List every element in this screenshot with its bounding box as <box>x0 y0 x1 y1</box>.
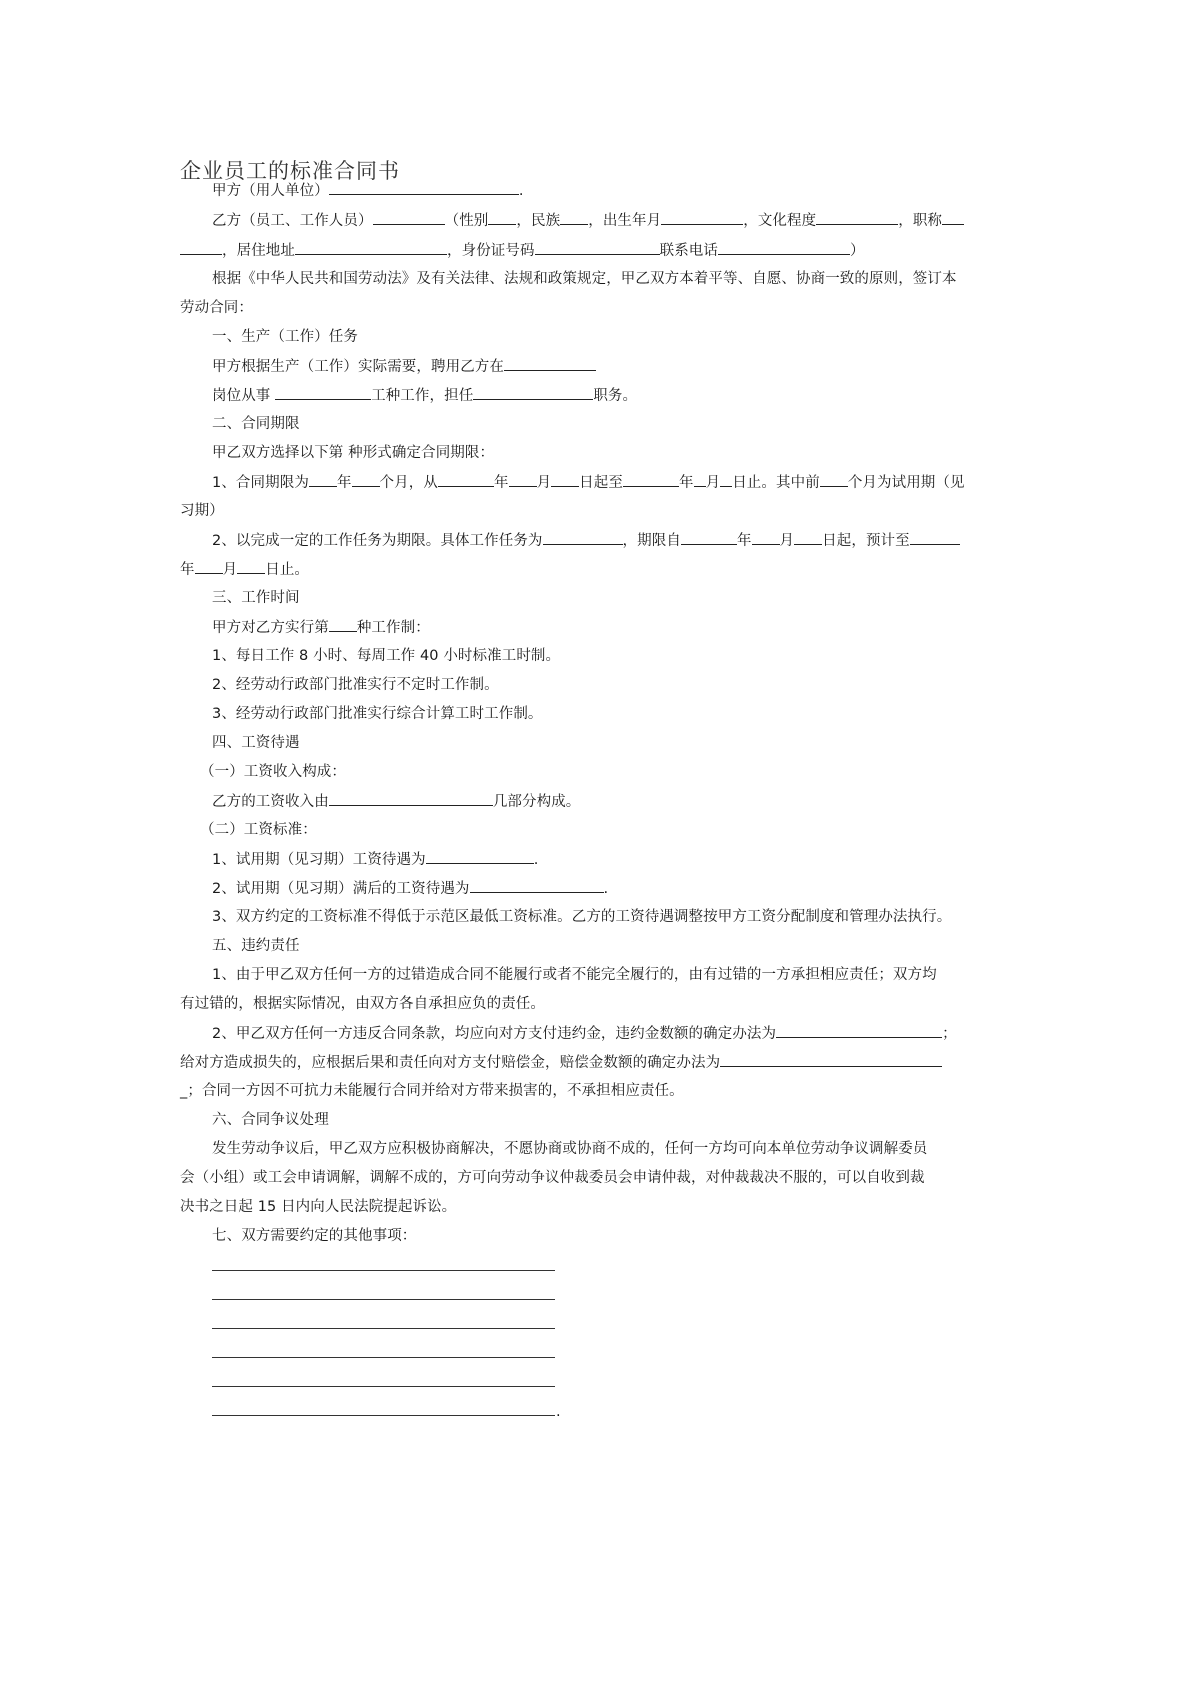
section-5-item-2: 2、甲乙双方任何一方违反合同条款，均应向对方支付违约金，违约金数额的确定办法为 ； <box>212 1023 957 1044</box>
other-terms-end: . <box>556 1404 561 1420</box>
task-end-month-field[interactable] <box>195 559 223 574</box>
section-4-item-2: 2、试用期（见习期）满后的工资待遇为 . <box>212 878 608 899</box>
end-day-field[interactable] <box>720 472 732 487</box>
section-2-item-2: 2、以完成一定的工作任务为期限。具体工作任务为 ，期限自 年 月 日起，预计至 <box>212 530 960 551</box>
section-4-composition: 乙方的工资收入由 几部分构成。 <box>212 791 580 812</box>
regular-salary-field[interactable] <box>470 878 604 893</box>
section-5-heading: 五、违约责任 <box>212 938 300 954</box>
birth-field[interactable] <box>661 210 743 225</box>
start-month-field[interactable] <box>509 472 537 487</box>
start-year-field[interactable] <box>438 472 494 487</box>
task-start-month-field[interactable] <box>752 530 780 545</box>
other-terms-line-2[interactable] <box>212 1298 555 1300</box>
task-field[interactable] <box>543 530 623 545</box>
section-6-line-1: 发生劳动争议后，甲乙双方应积极协商解决，不愿协商或协商不成的，任何一方均可向本单位劳动争议调解委员 <box>212 1141 928 1157</box>
section-3-heading: 三、工作时间 <box>212 590 300 606</box>
section-2-heading: 二、合同期限 <box>212 416 300 432</box>
work-system-field[interactable] <box>329 617 357 632</box>
education-field[interactable] <box>816 210 898 225</box>
penalty-method-field[interactable] <box>776 1023 942 1038</box>
other-terms-line-6[interactable] <box>212 1414 555 1416</box>
task-start-year-field[interactable] <box>681 530 737 545</box>
months-field[interactable] <box>352 472 380 487</box>
section-6-heading: 六、合同争议处理 <box>212 1112 329 1128</box>
probation-salary-field[interactable] <box>426 849 534 864</box>
gender-field[interactable] <box>488 210 516 225</box>
preamble-line-2: 劳动合同： <box>180 300 253 316</box>
section-5-item-1: 1、由于甲乙双方任何一方的过错造成合同不能履行或者不能完全履行的，由有过错的一方承担相应责任；双方均 <box>212 967 937 983</box>
party-b-name-field[interactable] <box>373 210 445 225</box>
section-4-heading: 四、工资待遇 <box>212 735 300 751</box>
task-start-day-field[interactable] <box>794 530 822 545</box>
years-field[interactable] <box>309 472 337 487</box>
section-4-item-1: 1、试用期（见习期）工资待遇为 . <box>212 849 538 870</box>
section-4-sub-2: （二）工资标准： <box>200 822 317 838</box>
compensation-method-field[interactable] <box>720 1052 942 1067</box>
section-3-item-2: 2、经劳动行政部门批准实行不定时工作制。 <box>212 677 499 693</box>
task-end-year-field[interactable] <box>910 530 960 545</box>
probation-months-field[interactable] <box>820 472 848 487</box>
party-b-line: 乙方（员工、工作人员） （性别 ，民族 ，出生年月 ，文化程度 ，职称 <box>212 210 964 231</box>
document-title: 企业员工的标准合同书 <box>180 159 400 183</box>
section-6-line-3: 决书之日起 15 日内向人民法院提起诉讼。 <box>180 1199 457 1215</box>
section-1-line-1: 甲方根据生产（工作）实际需要，聘用乙方在 <box>212 356 596 377</box>
duty-field[interactable] <box>473 385 593 400</box>
section-3-item-3: 3、经劳动行政部门批准实行综合计算工时工作制。 <box>212 706 543 722</box>
party-a-line: 甲方（用人单位） . <box>212 180 524 201</box>
section-1-line-2: 岗位从事 工种工作，担任 职务。 <box>212 385 637 406</box>
work-type-field[interactable] <box>275 385 371 400</box>
section-3-intro: 甲方对乙方实行第 种工作制： <box>212 617 430 638</box>
phone-field[interactable] <box>718 240 850 255</box>
title-field-cont[interactable] <box>180 240 222 255</box>
end-month-field[interactable] <box>694 472 706 487</box>
party-a-label: 甲方（用人单位） <box>212 183 329 199</box>
section-5-item-1-cont: 有过错的，根据实际情况，由双方各自承担应负的责任。 <box>180 996 545 1012</box>
other-terms-line-5[interactable] <box>212 1385 555 1387</box>
position-field[interactable] <box>504 356 596 371</box>
section-2-intro: 甲乙双方选择以下第 种形式确定合同期限： <box>212 445 495 461</box>
section-1-heading: 一、生产（工作）任务 <box>212 329 358 345</box>
party-b-label: 乙方（员工、工作人员） <box>212 213 373 229</box>
section-6-line-2: 会（小组）或工会申请调解，调解不成的，方可向劳动争议仲裁委员会申请仲裁，对仲裁裁决不服的，可以自收到裁 <box>180 1170 925 1186</box>
section-5-item-2-cont-2: _；合同一方因不可抗力未能履行合同并给对方带来损害的，不承担相应责任。 <box>180 1083 684 1099</box>
party-a-field[interactable] <box>329 180 519 195</box>
salary-composition-field[interactable] <box>329 791 493 806</box>
title-field[interactable] <box>942 210 964 225</box>
section-7-heading: 七、双方需要约定的其他事项： <box>212 1228 417 1244</box>
section-5-item-2-cont: 给对方造成损失的，应根据后果和责任向对方支付赔偿金，赔偿金数额的确定办法为 <box>180 1052 942 1073</box>
address-field[interactable] <box>295 240 447 255</box>
start-day-field[interactable] <box>551 472 579 487</box>
other-terms-line-1[interactable] <box>212 1269 555 1271</box>
other-terms-line-3[interactable] <box>212 1327 555 1329</box>
section-2-item-1-cont: 习期） <box>180 503 224 519</box>
preamble-line-1: 根据《中华人民共和国劳动法》及有关法律、法规和政策规定，甲乙双方本着平等、自愿、协商一致的原则，签订本 <box>212 271 957 287</box>
section-2-item-2-cont: 年 月 日止。 <box>180 559 309 580</box>
section-3-item-1: 1、每日工作 8 小时、每周工作 40 小时标准工时制。 <box>212 648 561 664</box>
section-4-sub-1: （一）工资收入构成： <box>200 764 346 780</box>
id-number-field[interactable] <box>535 240 660 255</box>
section-4-item-3: 3、双方约定的工资标准不得低于示范区最低工资标准。乙方的工资待遇调整按甲方工资分配制度和管理办法执行。 <box>212 909 952 925</box>
task-end-day-field[interactable] <box>237 559 265 574</box>
end-year-field[interactable] <box>623 472 679 487</box>
other-terms-line-4[interactable] <box>212 1356 555 1358</box>
party-b-line-2: ，居住地址 ，身份证号码 联系电话 ） <box>180 240 865 261</box>
section-2-item-1: 1、合同期限为 年 个月，从 年 月 日起至 年 月 日止。其中前 个月为试用期（见 <box>212 472 965 493</box>
ethnicity-field[interactable] <box>560 210 588 225</box>
